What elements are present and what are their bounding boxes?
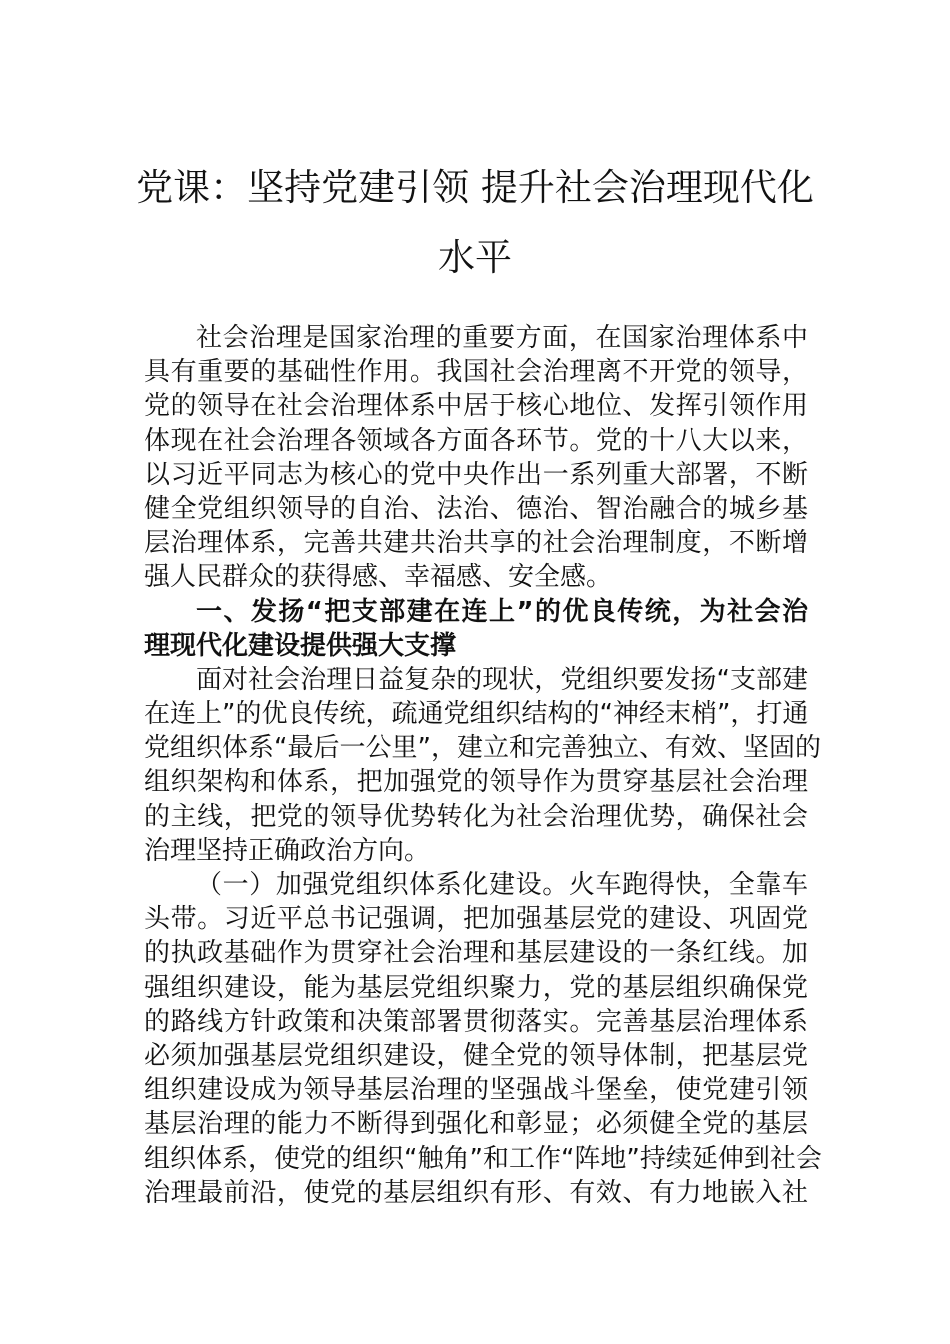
text-line: 健全党组织领导的自治、法治、德治、智治融合的城乡基 [144, 493, 808, 524]
section-heading [144, 595, 808, 663]
paragraph [144, 321, 808, 595]
document-body [144, 321, 822, 1210]
text-line: 必须加强基层党组织建设，健全党的领导体制，把基层党 [144, 1040, 808, 1071]
text-line: 组织架构和体系，把加强党的领导作为贯穿基层社会治理 [144, 767, 808, 798]
text-line: 基层治理的能力不断得到强化和彰显；必须健全党的基层 [144, 1109, 808, 1140]
text-line: 以习近平同志为核心的党中央作出一系列重大部署，不断 [144, 459, 808, 490]
text-line: 党组织体系“最后一公里”，建立和完善独立、有效、坚固的 [144, 733, 821, 764]
text-line: 面对社会治理日益复杂的现状，党组织要发扬“支部建 [196, 664, 808, 695]
paragraph [144, 663, 821, 868]
paragraph [144, 868, 822, 1210]
text-line: 头带。习近平总书记强调，把加强基层党的建设、巩固党 [144, 904, 808, 935]
text-line: 层治理体系，完善共建共治共享的社会治理制度，不断增 [144, 528, 808, 559]
text-line: 体现在社会治理各领域各方面各环节。党的十八大以来， [144, 425, 808, 456]
text-line: 理现代化建设提供强大支撑 [144, 630, 457, 661]
text-line: 具有重要的基础性作用。我国社会治理离不开党的领导， [144, 357, 808, 388]
document-title-line-2: 水平 [438, 236, 512, 279]
text-line: 一、发扬“把支部建在连上”的优良传统，为社会治 [196, 596, 808, 627]
text-line: 在连上”的优良传统，疏通党组织结构的“神经末梢”，打通 [144, 699, 809, 730]
text-line: 治理坚持正确政治方向。 [144, 835, 431, 866]
text-line: 组织建设成为领导基层治理的坚强战斗堡垒，使党建引领 [144, 1075, 808, 1106]
text-line: 党的领导在社会治理体系中居于核心地位、发挥引领作用 [144, 391, 808, 422]
text-line: 的主线，把党的领导优势转化为社会治理优势，确保社会 [144, 801, 808, 832]
text-line: （一）加强党组织体系化建设。火车跑得快，全靠车 [196, 870, 808, 900]
text-line: 强组织建设，能为基层党组织聚力，党的基层组织确保党 [144, 972, 808, 1003]
text-line: 组织体系，使党的组织“触角”和工作“阵地”持续延伸到社会 [144, 1143, 822, 1174]
text-line: 社会治理是国家治理的重要方面，在国家治理体系中 [196, 323, 808, 353]
text-line: 强人民群众的获得感、幸福感、安全感。 [144, 562, 613, 593]
text-line: 的执政基础作为贯穿社会治理和基层建设的一条红线。加 [144, 938, 808, 969]
document-title-line-1: 党课：坚持党建引领 提升社会治理现代化 [136, 166, 814, 209]
text-line: 的路线方针政策和决策部署贯彻落实。完善基层治理体系 [144, 1006, 808, 1037]
text-line: 治理最前沿，使党的基层组织有形、有效、有力地嵌入社 [144, 1177, 808, 1208]
